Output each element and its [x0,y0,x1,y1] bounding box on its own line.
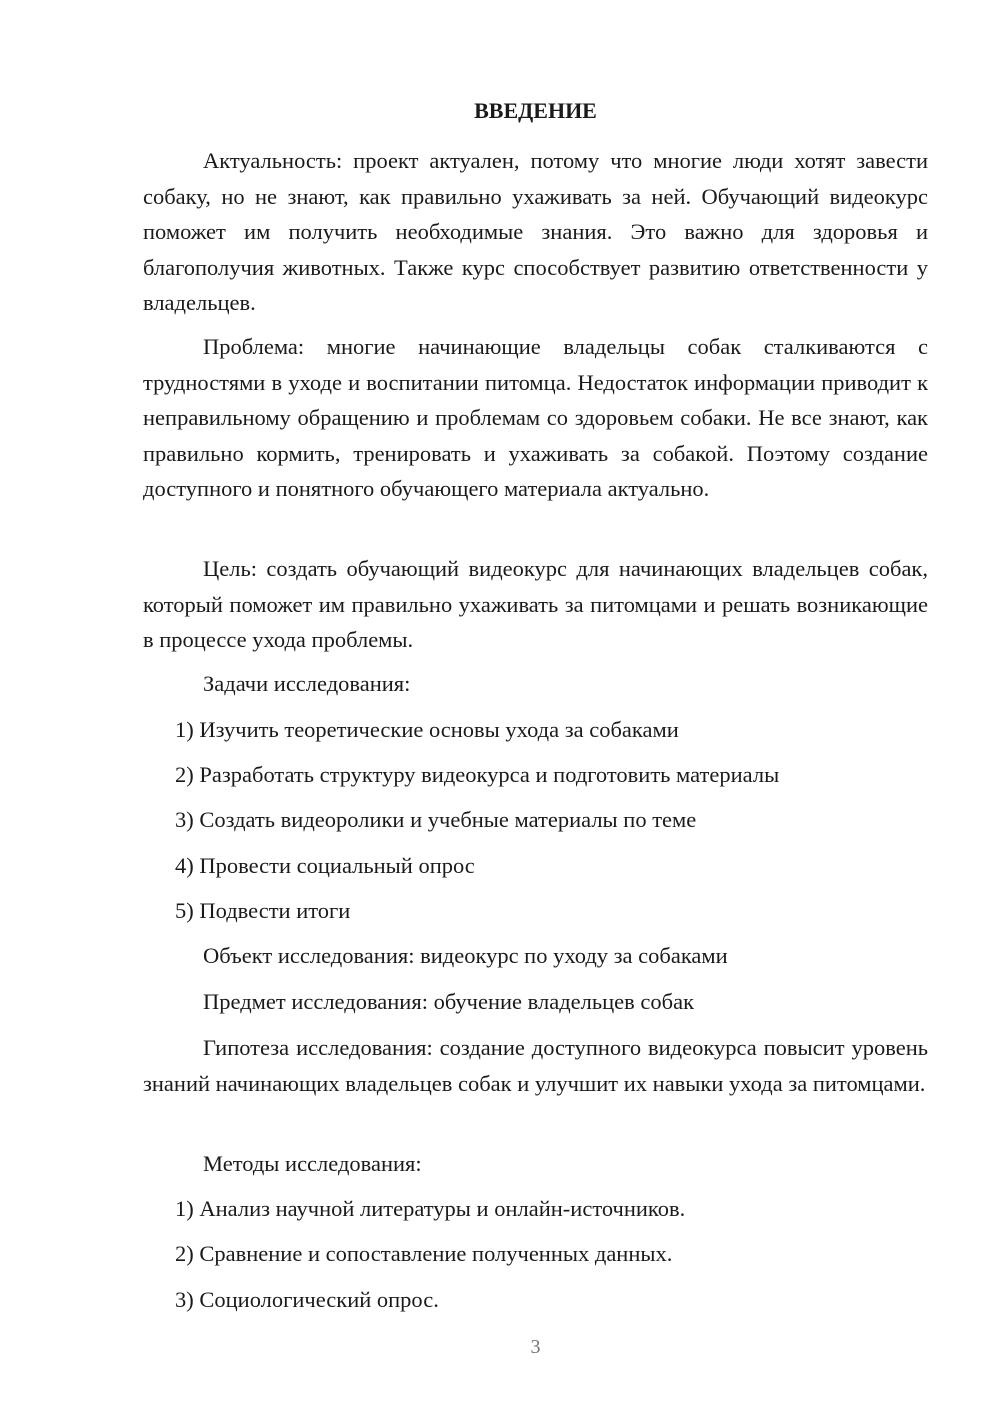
problem-paragraph: Проблема: многие начинающие владельцы собак сталкиваются с трудностями в уходе и воспитании питомца. Недостаток информации приводит к неправильному обращению и проблемам со здоровьем собаки. Не все знают, как правильно кормить, тренировать и ухаживать за собакой. Поэтому создание доступного и понятного обучающего материала актуально. [143,334,928,501]
object-line: Объект исследования: видеокурс по уходу за собаками [203,943,728,968]
tasks-heading: Задачи исследования: [203,671,411,696]
task-item: 4) Провести социальный опрос [175,853,475,878]
methods-heading: Методы исследования: [203,1151,422,1176]
page-number: 3 [530,1336,541,1358]
subject-line: Предмет исследования: обучение владельцев собак [203,989,695,1014]
task-item: 1) Изучить теоретические основы ухода за собаками [175,717,679,742]
task-item: 5) Подвести итоги [175,898,351,923]
task-item: 3) Создать видеоролики и учебные материалы по теме [175,807,697,832]
method-item: 1) Анализ научной литературы и онлайн-источников. [175,1196,686,1221]
goal-paragraph: Цель: создать обучающий видеокурс для начинающих владельцев собак, который поможет им правильно ухаживать за питомцами и решать возникающие в процессе ухода проблемы. [143,556,928,652]
document-page [143,0,928,1414]
task-item: 2) Разработать структуру видеокурса и подготовить материалы [175,762,780,787]
method-item: 3) Социологический опрос. [175,1287,439,1312]
hypothesis-paragraph: Гипотеза исследования: создание доступного видеокурса повысит уровень знаний начинающих владельцев собак и улучшит их навыки ухода за питомцами. [143,1035,928,1096]
page-title: ВВЕДЕНИЕ [474,98,597,123]
relevance-paragraph: Актуальность: проект актуален, потому что многие люди хотят завести собаку, но не знают, как правильно ухаживать за ней. Обучающий видеокурс поможет им получить необходимые знания. Это важно для здоровья и благополучия животных. Также курс способствует развитию ответственности у владельцев. [143,148,928,315]
method-item: 2) Сравнение и сопоставление полученных данных. [175,1241,673,1266]
